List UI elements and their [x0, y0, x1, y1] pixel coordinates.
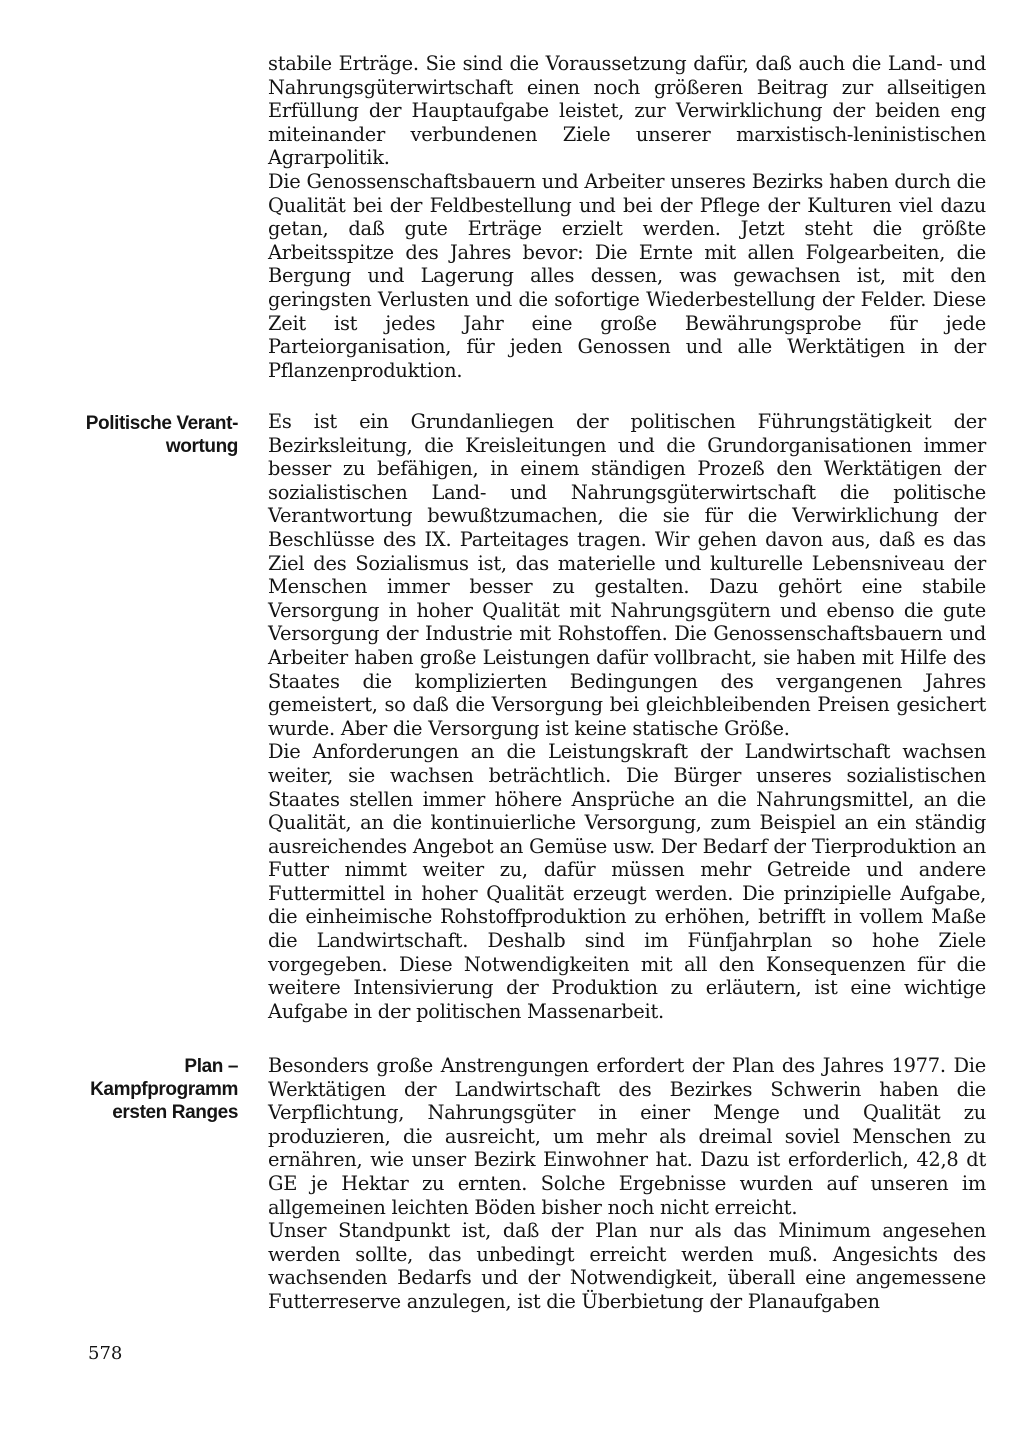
margin-heading-plan [48, 1055, 238, 1124]
margin-heading-political-responsibility [48, 412, 238, 458]
margin-heading-line: wortung [165, 436, 238, 457]
paragraph: Unser Standpunkt ist, daß der Plan nur als das Minimum angesehen werden sollte, das unbedingt erreicht werden muß. Angesichts des wachsenden Bedarfs und der Notwendigkeit, überall eine angemessene Futterreserve anzulegen, ist die Überbietung der Planaufgaben [268, 1219, 986, 1313]
paragraph: stabile Erträge. Sie sind die Voraussetzung dafür, daß auch die Land- und Nahrungsgüterwirtschaft einen noch größeren Beitrag zur allseitigen Erfüllung der Hauptaufgabe leistet, zur Verwirklichung der beiden eng miteinander verbundenen Ziele unserer marxistisch-leninistischen Agrarpolitik. [268, 52, 986, 170]
margin-heading-line: Politische Verant- [85, 413, 238, 434]
margin-heading-line: Kampfprogramm [90, 1079, 238, 1100]
page-number: 578 [88, 1343, 123, 1364]
margin-heading-line: Plan – [184, 1056, 238, 1077]
margin-heading-line: ersten Ranges [112, 1102, 238, 1123]
paragraph: Besonders große Anstrengungen erfordert der Plan des Jahres 1977. Die Werktätigen der Landwirtschaft des Bezirkes Schwerin haben die Verpflichtung, Nahrungsgüter in einer Menge und Qualität zu produzieren, die ausreicht, um mehr als dreimal soviel Menschen zu ernähren, wie unser Bezirk Einwohner hat. Dazu ist erforderlich, 42,8 dt GE je Hektar zu ernten. Solche Ergebnisse wurden auf unseren im allgemeinen leichten Böden bisher noch nicht erreicht. [268, 1054, 986, 1219]
text-block-intro [268, 52, 986, 382]
text-block-plan [268, 1054, 986, 1314]
paragraph: Es ist ein Grundanliegen der politischen Führungstätigkeit der Bezirksleitung, die Kreisleitungen und die Grundorganisationen immer besser zu befähigen, in einem ständigen Prozeß den Werktätigen der sozialistischen Land- und Nahrungsgüterwirtschaft die politische Verantwortung bewußtzumachen, die sie für die Verwirklichung der Beschlüsse des IX. Parteitages tragen. Wir gehen davon aus, daß es das Ziel des Sozialismus ist, das materielle und kulturelle Lebensniveau der Menschen immer besser zu gestalten. Dazu gehört eine stabile Versorgung in hoher Qualität mit Nahrungsgütern und ebenso die gute Versorgung der Industrie mit Rohstoffen. Die Genossenschaftsbauern und Arbeiter haben große Leistungen dafür vollbracht, sie haben mit Hilfe des Staates die komplizierten Bedingungen des vergangenen Jahres gemeistert, so daß die Versorgung bei gleichbleibenden Preisen gesichert wurde. Aber die Versorgung ist keine statische Größe. [268, 410, 986, 740]
paragraph: Die Anforderungen an die Leistungskraft der Landwirtschaft wachsen weiter, sie wachsen beträchtlich. Die Bürger unseres sozialistischen Staates stellen immer höhere Ansprüche an die Nahrungsmittel, an die Qualität, an die kontinuierliche Versorgung, zum Beispiel an ein ständig ausreichendes Angebot an Gemüse usw. Der Bedarf der Tierproduktion an Futter nimmt weiter zu, dafür müssen mehr Getreide und andere Futtermittel in hoher Qualität erzeugt werden. Die prinzipielle Aufgabe, die einheimische Rohstoffproduktion zu erhöhen, betrifft in vollem Maße die Landwirtschaft. Deshalb sind im Fünfjahrplan so hohe Ziele vorgegeben. Diese Notwendigkeiten mit all den Konsequenzen für die weitere Intensivierung der Produktion zu erläutern, ist eine wichtige Aufgabe in der politischen Massenarbeit. [268, 740, 986, 1023]
paragraph: Die Genossenschaftsbauern und Arbeiter unseres Bezirks haben durch die Qualität bei der Feldbestellung und bei der Pflege der Kulturen viel dazu getan, daß gute Erträge erzielt werden. Jetzt steht die größte Arbeitsspitze des Jahres bevor: Die Ernte mit allen Folgearbeiten, die Bergung und Lagerung alles dessen, was gewachsen ist, mit den geringsten Verlusten und die sofortige Wiederbestellung der Felder. Diese Zeit ist jedes Jahr eine große Bewährungsprobe für jede Parteiorganisation, für jeden Genossen und alle Werktätigen in der Pflanzenproduktion. [268, 169, 986, 382]
text-block-political-responsibility [268, 410, 986, 1023]
